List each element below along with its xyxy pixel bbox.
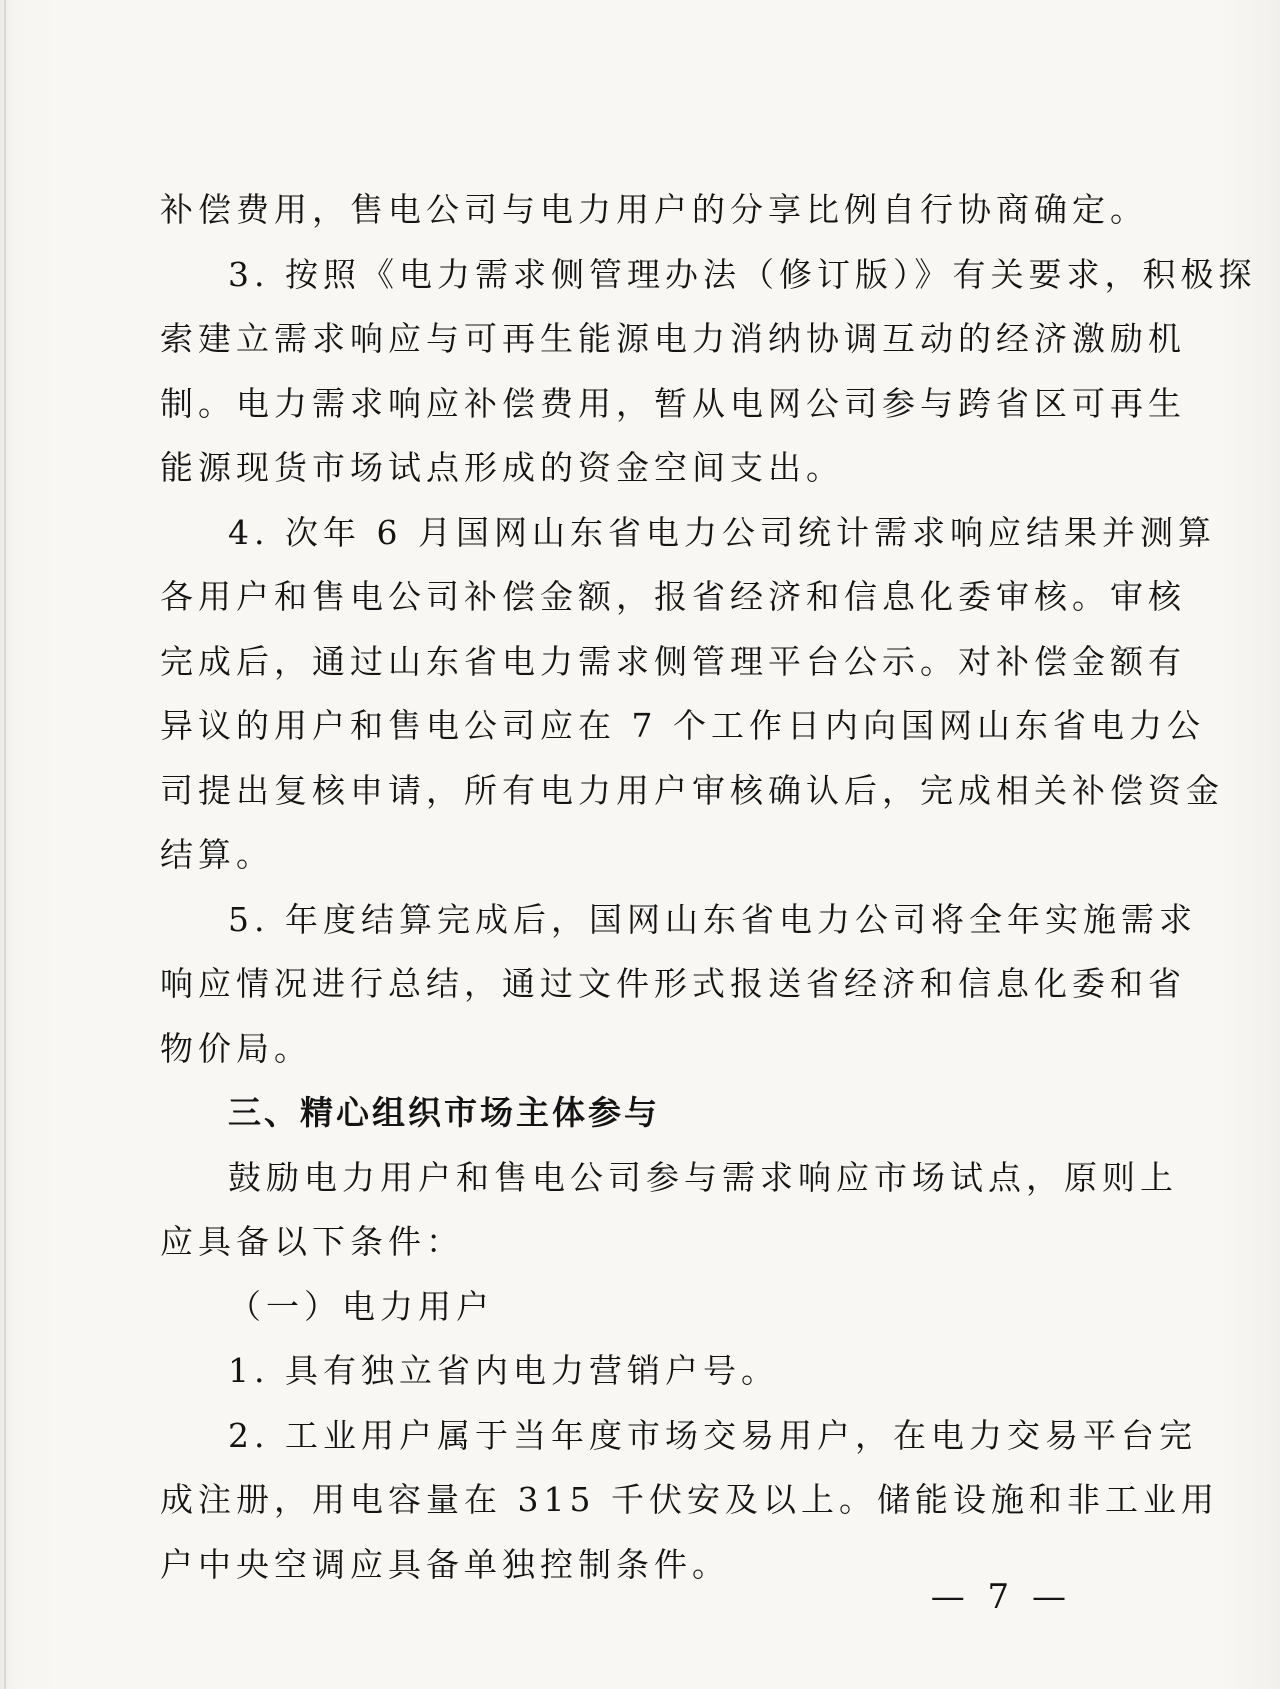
text-line-17: 应具备以下条件： bbox=[160, 1222, 464, 1261]
text-line-1: 补偿费用，售电公司与电力用户的分享比例自行协商确定。 bbox=[160, 190, 1148, 229]
text-line-3: 索建立需求响应与可再生能源电力消纳协调互动的经济激励机 bbox=[160, 319, 1186, 358]
text-line-16: 鼓励电力用户和售电公司参与需求响应市场试点，原则上 bbox=[228, 1157, 1178, 1197]
page-number: — 7 — bbox=[930, 1577, 1072, 1617]
text-line-22: 户中央空调应具备单独控制条件。 bbox=[160, 1544, 730, 1584]
text-line-11: 结算。 bbox=[160, 835, 274, 874]
body-text bbox=[160, 178, 1257, 1597]
text-line-19: 1. 具有独立省内电力营销户号。 bbox=[228, 1351, 779, 1390]
text-line-2: 3. 按照《电力需求侧管理办法（修订版）》有关要求，积极探 bbox=[228, 254, 1257, 294]
subsection-heading: （一）电力用户 bbox=[228, 1286, 494, 1326]
text-line-14: 物价局。 bbox=[160, 1028, 312, 1068]
text-line-9: 异议的用户和售电公司应在 7 个工作日内向国网山东省电力公 bbox=[160, 706, 1205, 745]
section-heading: 三、精心组织市场主体参与 bbox=[228, 1093, 660, 1132]
text-line-21: 成注册，用电容量在 315 千伏安及以上。储能设施和非工业用 bbox=[160, 1480, 1219, 1519]
text-line-7: 各用户和售电公司补偿金额，报省经济和信息化委审核。审核 bbox=[160, 577, 1186, 616]
text-line-4: 制。电力需求响应补偿费用，暂从电网公司参与跨省区可再生 bbox=[160, 383, 1186, 423]
text-line-10: 司提出复核申请，所有电力用户审核确认后，完成相关补偿资金 bbox=[160, 770, 1224, 810]
text-line-20: 2. 工业用户属于当年度市场交易用户，在电力交易平台完 bbox=[228, 1415, 1197, 1455]
text-line-6: 4. 次年 6 月国网山东省电力公司统计需求响应结果并测算 bbox=[228, 512, 1216, 552]
text-line-13: 响应情况进行总结，通过文件形式报送省经济和信息化委和省 bbox=[160, 964, 1186, 1003]
text-line-8: 完成后，通过山东省电力需求侧管理平台公示。对补偿金额有 bbox=[160, 641, 1186, 681]
text-line-12: 5. 年度结算完成后，国网山东省电力公司将全年实施需求 bbox=[228, 899, 1197, 939]
text-line-5: 能源现货市场试点形成的资金空间支出。 bbox=[160, 448, 844, 487]
scan-edge bbox=[4, 0, 6, 1689]
